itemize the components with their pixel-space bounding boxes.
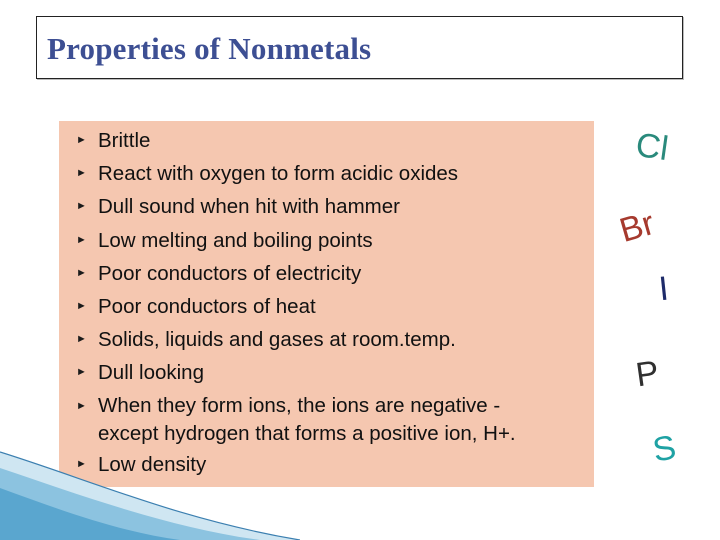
triangle-right-icon: ► bbox=[76, 134, 87, 146]
element-symbol-s: S bbox=[649, 428, 679, 470]
slide-title: Properties of Nonmetals bbox=[47, 31, 372, 66]
triangle-right-icon: ► bbox=[76, 457, 87, 470]
bullet-text: Poor conductors of electricity bbox=[98, 261, 362, 285]
triangle-right-icon: ► bbox=[76, 333, 87, 346]
triangle-right-icon: ► bbox=[76, 200, 87, 213]
triangle-right-icon: ► bbox=[76, 366, 87, 379]
bullet-text: Dull sound when hit with hammer bbox=[98, 195, 400, 219]
bullet-text: React with oxygen to form acidic oxides bbox=[98, 162, 459, 186]
title-box bbox=[36, 16, 683, 79]
bullet-list bbox=[75, 124, 595, 481]
list-item bbox=[75, 323, 595, 356]
element-symbol-p: P bbox=[633, 353, 662, 395]
decorative-swoosh bbox=[0, 440, 300, 540]
list-item bbox=[75, 356, 595, 389]
element-symbol-cl: Cl bbox=[633, 125, 671, 169]
triangle-right-icon: ► bbox=[76, 300, 87, 313]
bullet-text: Low melting and boiling points bbox=[98, 228, 373, 252]
list-item bbox=[75, 124, 595, 157]
triangle-right-icon: ► bbox=[76, 266, 87, 279]
triangle-right-icon: ► bbox=[76, 399, 87, 412]
element-symbol-i: I bbox=[657, 269, 671, 309]
list-item bbox=[75, 390, 595, 448]
list-item bbox=[75, 224, 595, 257]
list-item bbox=[75, 157, 595, 190]
bullet-text: Poor conductors of heat bbox=[98, 295, 316, 319]
bullet-text: When they form ions, the ions are negative - except hydrogen that forms a positive ion, H+. bbox=[98, 393, 516, 445]
bullet-text: Low density bbox=[98, 452, 207, 476]
triangle-right-icon: ► bbox=[76, 233, 87, 246]
list-item bbox=[75, 290, 595, 323]
bullet-text: Solids, liquids and gases at room.temp. bbox=[98, 328, 456, 352]
list-item bbox=[75, 257, 595, 290]
element-symbol-br: Br bbox=[615, 204, 659, 250]
list-item bbox=[75, 190, 595, 223]
bullet-text: Dull looking bbox=[98, 361, 204, 385]
bullet-text: Brittle bbox=[98, 129, 151, 152]
triangle-right-icon: ► bbox=[76, 167, 87, 180]
